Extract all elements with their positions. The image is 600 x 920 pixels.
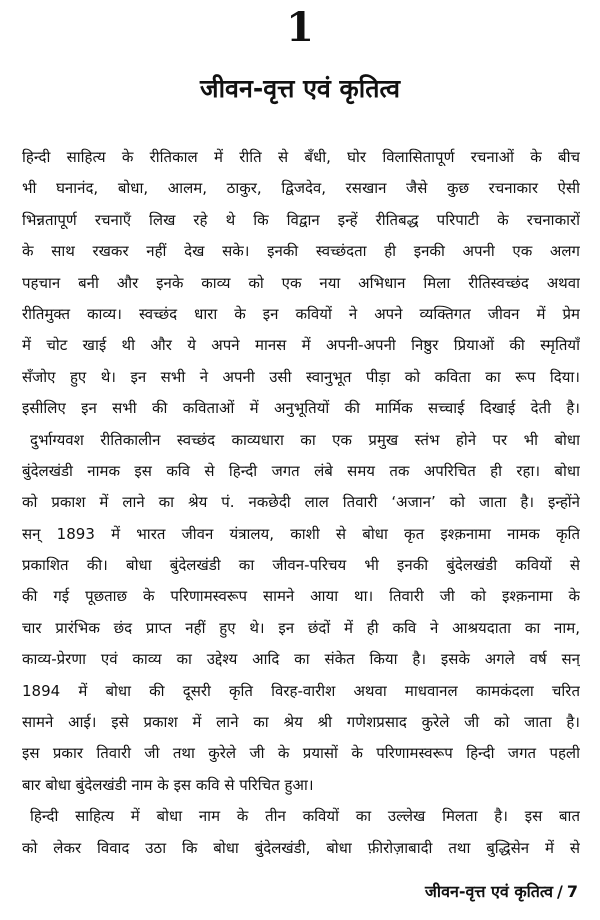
text-line: बुंदेलखंडी नामक इस कवि से हिन्दी जगत लंबे समय तक अपरिचित ही रहा। बोधा	[22, 461, 580, 480]
page-footer	[425, 880, 578, 904]
text-line: में चोट खाई थी और ये अपने मानस में अपनी-अपनी निष्ठुर प्रियाओं की स्मृतियाँ	[22, 336, 580, 355]
text-line: सँजोए हुए थे। इन सभी ने अपनी उसी स्वानुभूत पीड़ा को कविता का रूप दिया।	[22, 367, 580, 386]
text-line: सामने आई। इसे प्रकाश में लाने का श्रेय श्री गणेशप्रसाद कुरेले जी को जाता है।	[22, 713, 580, 732]
text-line: दुर्भाग्यवश रीतिकालीन स्वच्छंद काव्यधारा का एक प्रमुख स्तंभ होने पर भी बोधा	[30, 430, 580, 449]
text-line: बार बोधा बुंदेलखंडी नाम के इस कवि से परिचित हुआ।	[22, 775, 314, 794]
text-line: हिन्दी साहित्य में बोधा नाम के तीन कवियों का उल्लेख मिलता है। इस बात	[30, 807, 580, 826]
text-line: को प्रकाश में लाने का श्रेय पं. नकछेदी लाल तिवारी ‘अजान’ को जाता है। इन्होंने	[22, 493, 580, 512]
chapter-title: जीवन-वृत्त एवं कृतित्व	[200, 74, 400, 103]
text-line: रीतिमुक्त काव्य। स्वच्छंद धारा के इन कवियों ने अपने व्यक्तिगत जीवन में प्रेम	[22, 304, 580, 323]
text-line: काव्य-प्रेरणा एवं काव्य का उद्देश्य आदि का संकेत किया है। इसके अगले वर्ष सन्	[22, 650, 580, 669]
text-line: 1894 में बोधा की दूसरी कृति विरह-वारीश अथवा माधवानल कामकंदला चरित	[22, 681, 580, 700]
text-line: सन् 1893 में भारत जीवन यंत्रालय, काशी से बोधा कृत इश्क़नामा नामक कृति	[22, 524, 580, 543]
text-line: को लेकर विवाद उठा कि बोधा बुंदेलखंडी, बोधा फ़ीरोज़ाबादी तथा बुद्धिसेन में से	[22, 838, 580, 857]
text-line: इसीलिए इन सभी की कविताओं में अनुभूतियों की मार्मिक सच्चाई दिखाई देती है।	[22, 399, 580, 418]
chapter-number: 1	[286, 4, 314, 51]
text-line: पहचान बनी और इनके काव्य को एक नया अभिधान मिला रीतिस्वच्छंद अथवा	[22, 273, 580, 292]
text-line: भिन्नतापूर्ण रचनाएँ लिख रहे थे कि विद्वान इन्हें रीतिबद्ध परिपाटी के रचनाकारों	[22, 210, 580, 229]
text-line: चार प्रारंभिक छंद प्राप्त नहीं हुए थे। इन छंदों में ही कवि ने आश्रयदाता का नाम,	[22, 618, 580, 637]
text-line: की गई पूछताछ के परिणामस्वरूप सामने आया था। तिवारी जी को इश्क़नामा के	[22, 587, 580, 606]
running-title: जीवन-वृत्त एवं कृतित्व	[425, 882, 554, 901]
text-line: हिन्दी साहित्य के रीतिकाल में रीति से बँधी, घोर विलासितापूर्ण रचनाओं के बीच	[22, 148, 580, 166]
text-line: के साथ रखकर नहीं देख सके। इनकी स्वच्छंदता ही इनकी अपनी एक अलग	[22, 242, 580, 261]
body-text	[22, 142, 580, 864]
page-number: 7	[566, 882, 578, 901]
text-line: प्रकाशित की। बोधा बुंदेलखंडी का जीवन-परिचय भी इनकी बुंदेलखंडी कवियों से	[22, 556, 580, 575]
text-line: इस प्रकार तिवारी जी तथा कुरेले जी के प्रयासों के परिणामस्वरूप हिन्दी जगत पहली	[22, 744, 580, 763]
footer-separator: /	[557, 882, 563, 901]
text-line: भी घनानंद, बोधा, आलम, ठाकुर, द्विजदेव, रसखान जैसे कुछ रचनाकार ऐसी	[22, 179, 580, 198]
